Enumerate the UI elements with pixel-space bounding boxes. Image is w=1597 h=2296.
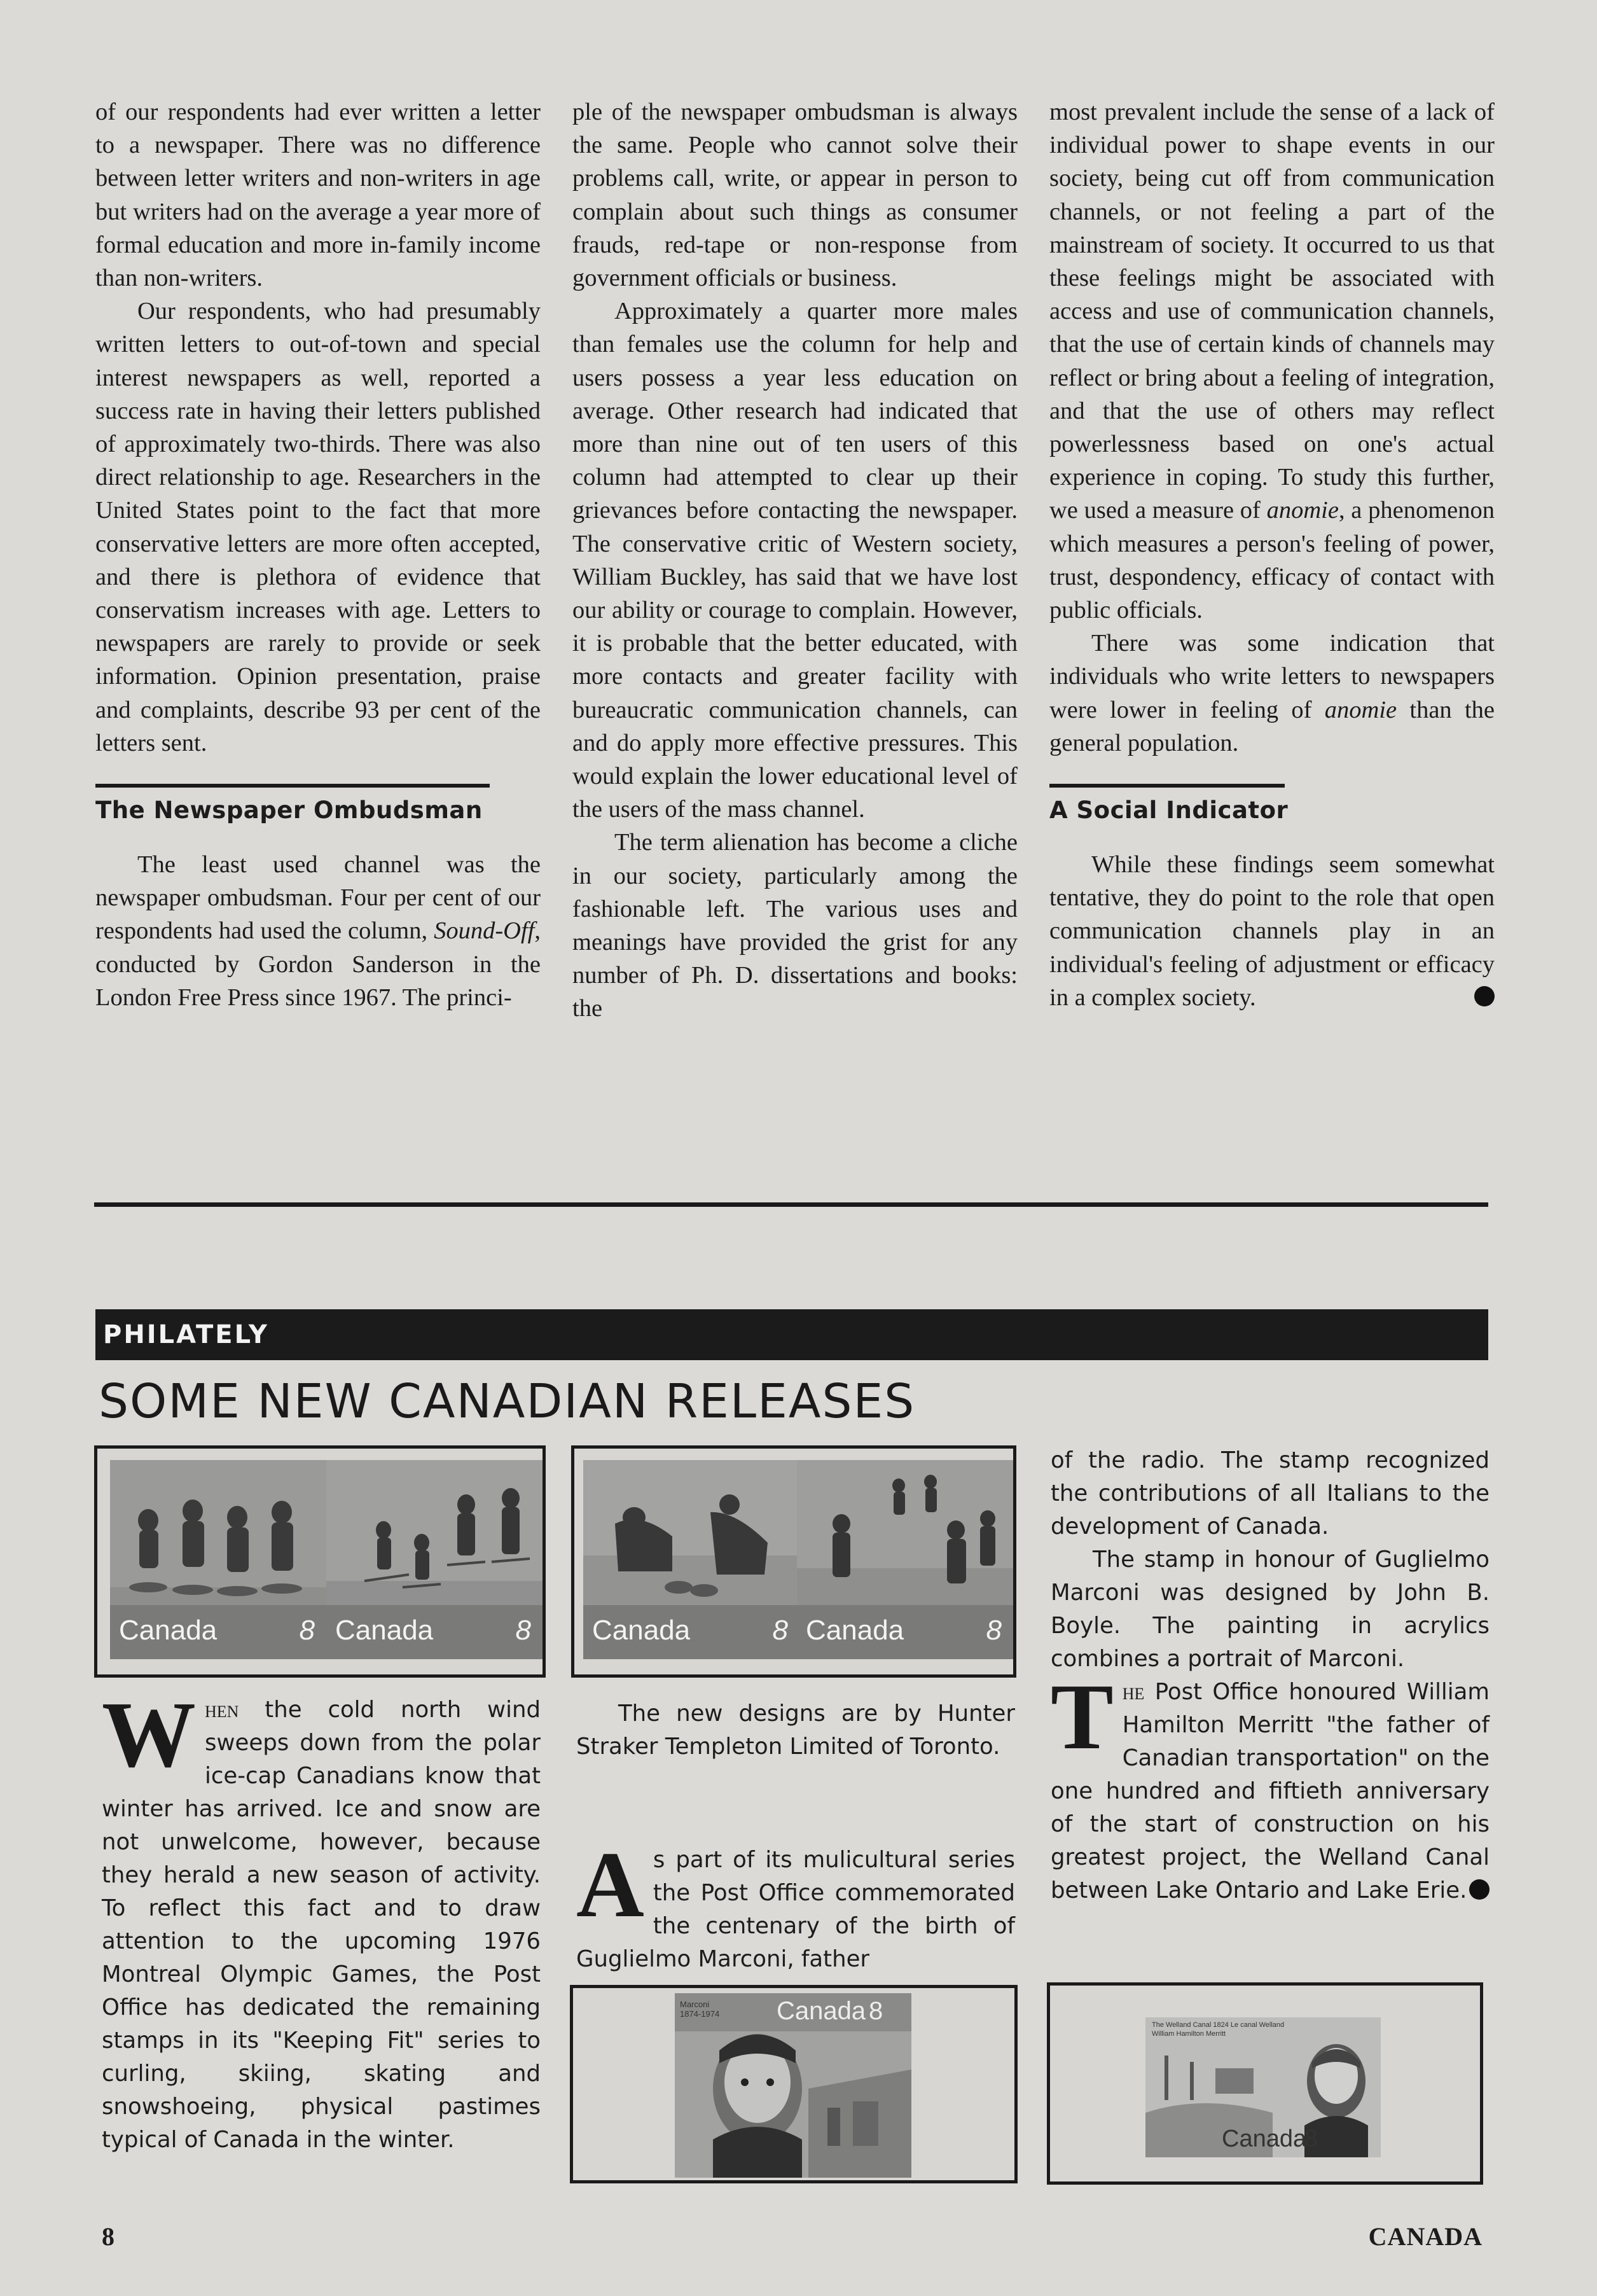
stamp-brand: Canada <box>119 1615 218 1646</box>
paragraph: The term alienation has become a cliche in our society, particularly among the fashionable left. The various uses and meanings have provided the grist for any number of Ph. D. dissertations and books: the <box>572 829 1018 1022</box>
dropcap: T <box>1051 1665 1114 1769</box>
paragraph: of the radio. The stamp recognized the contributions of all Italians to the development of Canada. <box>1051 1447 1490 1540</box>
paragraph <box>576 1833 1015 1976</box>
text-run: There was some indication that individuals who write letters to newspapers were lower in feeling of <box>1049 630 1495 723</box>
marconi-stamp-frame <box>570 1985 1018 2183</box>
subhead-block <box>1049 784 1495 824</box>
lead-smallcaps: he <box>1122 1679 1145 1705</box>
stamp-caption: The Welland Canal 1824 Le canal Welland <box>1152 2021 1285 2029</box>
end-of-article-bullet-icon <box>1469 1879 1490 1900</box>
philately-column-3 <box>1051 1444 1490 1907</box>
stamp-snowshoeing <box>110 1460 326 1659</box>
paragraph: The new designs are by Hunter Straker Templeton Limited of Toronto. <box>576 1701 1015 1760</box>
stamp-skiing <box>326 1460 543 1659</box>
philately-column-2 <box>576 1697 1015 1764</box>
text-run: s part of its mulicultural series the Post Office commemorated the centenary of the birth of Guglielmo Marconi, father <box>576 1847 1015 1972</box>
stamp-brand: Canada <box>1222 2126 1307 2152</box>
stamp-denomination: 8 <box>1304 2126 1318 2152</box>
stamp-marconi <box>675 1993 911 2178</box>
stamp-pair-frame-1 <box>94 1445 546 1678</box>
stamp-skating <box>797 1460 1013 1659</box>
term-italic: anomie <box>1266 497 1339 524</box>
stamp-brand: Canada <box>806 1615 904 1646</box>
paragraph <box>102 1683 541 2157</box>
subhead-social-indicator: A Social Indicator <box>1049 797 1289 824</box>
section-band: PHILATELY <box>95 1309 1488 1360</box>
end-of-article-bullet-icon <box>1474 986 1495 1006</box>
dropcap: A <box>576 1833 644 1937</box>
stamp-caption: William Hamilton Merritt <box>1152 2030 1226 2038</box>
column-title-italic: Sound-Off <box>434 917 535 945</box>
section-title: SOME NEW CANADIAN RELEASES <box>99 1374 916 1429</box>
paragraph: Our respondents, who had presumably written letters to out-of-town and special interest newspapers as well, reported a success rate in having their letters published of approximately two-thirds. There was also direct relationship to age. Researchers in the United States point to the fact that more conservative letters are more often accepted, and there is plethora of evidence that conservatism increases with age. Letters to newspapers are rarely to provide or seek information. Opinion presentation, praise and complaints, describe 93 per cent of the letters sent. <box>95 298 541 756</box>
stamp-pair-frame-2 <box>571 1445 1016 1678</box>
paragraph <box>1049 848 1495 1014</box>
stamp-denomination: 8 <box>299 1615 315 1646</box>
subhead-rule <box>95 784 490 788</box>
stamp-brand: Canada <box>777 1997 866 2025</box>
paragraph: ple of the newspaper ombudsman is always the same. People who cannot solve their problems call, write, or appear in person to complain about such things as consumer frauds, red-tape or non-response from government officials or business. <box>572 99 1018 292</box>
term-italic: anomie <box>1324 696 1397 723</box>
text-run: Post Office honoured William Hamilton Merritt "the father of Canadian transportation" on the one hundred and fiftieth anniversary of the start of construction on his greatest project, the Welland Canal between Lake Ontario and Lake Erie. <box>1051 1679 1490 1903</box>
text-run: While these findings seem somewhat tentative, they do point to the role that open communication channels play in an individual's feeling of adjustment or efficacy in a complex society. <box>1049 851 1495 1011</box>
paragraph <box>1051 1665 1490 1907</box>
text-run: The least used channel was the newspaper ombudsman. Four per cent of our respondents had used the column, <box>95 851 541 945</box>
dropcap: W <box>102 1683 196 1787</box>
paragraph: of our respondents had ever written a letter to a newspaper. There was no difference between letter writers and non-writers in age but writers had on the average a year more of formal education and more in-family income than non-writers. <box>95 99 541 292</box>
text-run: , conducted by Gordon Sanderson in the London Free Press since 1967. The princi- <box>95 917 541 1011</box>
lead-smallcaps: hen <box>205 1697 239 1723</box>
paragraph <box>1049 627 1495 760</box>
stamp-denomination: 8 <box>869 1997 883 2025</box>
welland-stamp-frame <box>1047 1982 1483 2185</box>
page-number: 8 <box>102 2222 114 2251</box>
text-run: than the general population. <box>1049 696 1495 756</box>
subhead-newspaper-ombudsman: The Newspaper Ombudsman <box>95 797 483 824</box>
paragraph <box>1049 95 1495 627</box>
text-run: , a phenomenon which measures a person's feeling of power, trust, despondency, efficacy of contact with public officials. <box>1049 497 1495 624</box>
text-run: the cold north wind sweeps down from the polar ice-cap Canadians know that winter has arrived. Ice and snow are not unwelcome, however, because they herald a new season of activity. To reflect this fact and to draw attention to the upcoming 1976 Montreal Olympic Games, the Post Office has dedicated the remaining stamps in its "Keeping Fit" series to curling, skiing, skating and snowshoeing, physical pastimes typical of Canada in the winter. <box>102 1697 541 2153</box>
stamp-denomination: 8 <box>772 1615 788 1646</box>
article-column-1 <box>95 95 541 1014</box>
article-column-2 <box>572 95 1018 1026</box>
stamp-caption: Marconi 1874-1974 <box>680 2000 720 2019</box>
stamp-brand: Canada <box>592 1615 691 1646</box>
article-body <box>95 95 1495 1177</box>
paragraph <box>95 848 541 1014</box>
section-divider <box>94 1202 1488 1207</box>
stamp-welland-canal <box>1145 2017 1381 2157</box>
philately-column-1 <box>102 1683 541 2157</box>
subhead-rule <box>1049 784 1285 788</box>
text-run: most prevalent include the sense of a lack of individual power to shape events in our society, being cut off from communication channels, or not feeling a part of the mainstream of society. It occurred to us that these feelings might be associated with access and use of communication channels, that the use of certain kinds of channels may reflect or bring about a feeling of integration, and that the use of others may reflect powerlessness based on one's actual experience in coping. To study this further, we used a measure of <box>1049 99 1495 524</box>
stamp-curling <box>583 1460 799 1659</box>
article-column-3 <box>1049 95 1495 1014</box>
paragraph: The stamp in honour of Guglielmo Marconi was designed by John B. Boyle. The painting in acrylics combines a portrait of Marconi. <box>1051 1547 1490 1672</box>
stamp-denomination: 8 <box>515 1615 531 1646</box>
subhead-block <box>95 784 541 824</box>
paragraph: Approximately a quarter more males than females use the column for help and users possess a year less education on average. Other research had indicated that more than nine out of ten users of this column had attempted to clear up their grievances before contacting the newspaper. The conservative critic of Western society, William Buckley, has said that we have lost our ability or courage to complain. However, it is probable that the better educated, with more contacts and greater facility with bureaucratic communication channels, can and do apply more effective pressures. This would explain the lower educational level of the users of the mass channel. <box>572 298 1018 823</box>
stamp-brand: Canada <box>335 1615 434 1646</box>
philately-column-2-marconi <box>576 1833 1015 1976</box>
publication-name: CANADA <box>1368 2222 1483 2251</box>
stamp-denomination: 8 <box>986 1615 1002 1646</box>
